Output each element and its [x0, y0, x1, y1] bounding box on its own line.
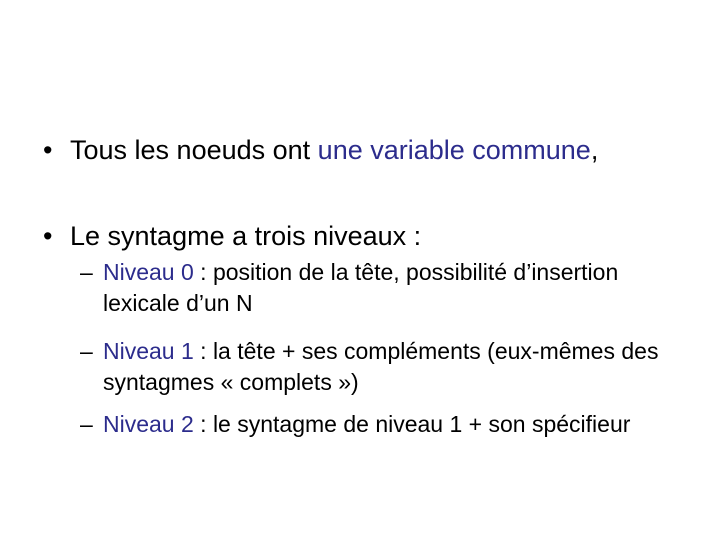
subbullet-level-2: [80, 409, 660, 440]
bullet-common-variable: [43, 134, 663, 167]
bullet-marker: •: [43, 221, 53, 251]
subbullet-description: : le syntagme de niveau 1 + son spécifieur: [193, 411, 631, 437]
subbullet-text: [103, 409, 660, 440]
subbullet-marker: –: [80, 259, 93, 285]
subbullet-description: : position de la tête, possibilité d’insertion lexicale d’un N: [103, 259, 619, 316]
bullet-text: [70, 134, 663, 167]
subbullet-text: [103, 257, 660, 319]
subbullet-highlight: Niveau 0: [103, 259, 194, 285]
subbullet-highlight: Niveau 1: [103, 338, 194, 364]
bullet-three-levels: [43, 220, 663, 253]
bullet-text-highlight: une variable commune: [317, 135, 591, 165]
bullet-text-plain: Tous les noeuds ont: [70, 135, 318, 165]
subbullet-level-1: [80, 336, 660, 398]
bullet-marker: •: [43, 135, 53, 165]
subbullet-marker: –: [80, 411, 93, 437]
bullet-text-suffix: ,: [590, 135, 599, 165]
subbullet-text: [103, 336, 660, 398]
subbullet-description: : la tête + ses compléments (eux-mêmes des syntagmes « complets »): [103, 338, 659, 395]
subbullet-highlight: Niveau 2: [103, 411, 194, 437]
subbullet-level-0: [80, 257, 660, 319]
bullet-text: Le syntagme a trois niveaux :: [70, 221, 422, 251]
subbullet-marker: –: [80, 338, 93, 364]
